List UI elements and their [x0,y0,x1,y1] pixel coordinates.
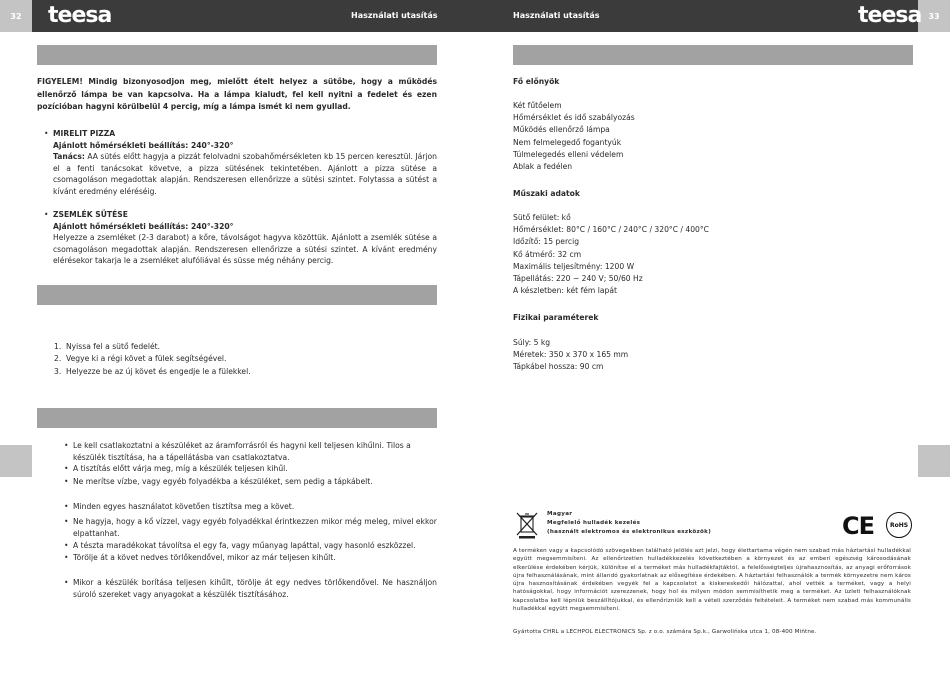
bullet-icon: • [44,210,49,219]
pizza-title: MIRELIT PIZZA [53,129,116,138]
list-item: • Törölje át a követ nedves törlőkendővel, mikor az már teljesen kihűlt. [64,553,336,562]
list-item: Túlmelegedés elleni védelem [513,149,624,159]
tech-title: Műszaki adatok [513,189,580,198]
list-item: Ablak a fedélen [513,162,573,172]
bullet-icon: • [44,129,49,138]
list-item: Tápellátás: 220 ~ 240 V; 50/60 Hz [513,274,643,284]
bullet-icon: • [64,517,69,526]
disposal-text: A terméken vagy a kapcsolódó szövegekben található jelölés azt jelzi, hogy élettartama végén nem szabad más háztartási hulladékkal együtt megsemmisíteni. Az ellenőrizetlen hulladékkezelés következtében a környezet és az emberi egészség károsodásának elkerülése érdekében kérjük, különítse el a terméket más hulladékfajtáktól, a felelősségteljes újrahasznosítás, az anyagi erőforrások újra felhasználásának, mint állandó gyakorlatnak az elősegítése érdekében. A háztartási felhasználók a termék környezetre nem káros újra hasznosításának érdekében vegyék fel a kapcsolatot a kiskereskedői hálózattal, ahol vették a terméket, vagy a helyi hatóságokkal, hogy információt szerezzenek, hogy hol és milyen módon semmisíthetik meg a terméket. Az üzleti felhasználóknak kapcsolatba kell lépniük beszállítójukkal, és ellenőrizniük kell a vételi szerződés feltételeit. A terméket nem szabad más kommunális hulladékkal együtt megsemmisíteni. [513,548,911,613]
left-header-title: Használati utasítás [351,11,438,20]
warning-text: FIGYELEM! Mindig bizonyosodjon meg, mielőtt ételt helyez a sütőbe, hogy a működés ellenőrző lámpa be van kapcsolva. Ha a lámpa kialudt, fel kell nyitni a fedelet és ezen pozícióban hagyni körülbelül 4 percig, míg a lámpa ismét ki nem gyullad. [37,77,437,112]
rolls-text: Helyezze a zsemléket (2-3 darabot) a kőre, távolságot hagyva közöttük. Ajánlott a zsemlék sütése a csomagoláson megadottak alapján. Rendszeresen ellenőrizze a sütési szintet. A kívánt eredmény elérésekor takarja le a zsemléket alufóliával és süsse még néhány percig. [53,233,437,265]
list-item: 3. Helyezze be az új követ és engedje le a fülekkel. [54,367,251,376]
ce-mark-icon: CE [842,512,875,540]
tech-list [513,212,709,297]
list-item: • Le kell csatlakoztatni a készüléket az áramforrásról és hagyni kell teljesen kihűlni. Tilos a készülék tisztítása, ha a tápellátásba van csatlakoztatva. [64,441,411,462]
list-item: Méretek: 350 x 370 x 165 mm [513,350,629,360]
list-item: Hőmérséklet és idő szabályozás [513,113,635,123]
list-item: Két fűtőelem [513,101,562,110]
advantages-title: Fő előnyök [513,77,560,86]
list-item: Időzítő: 15 percig [513,237,580,247]
list-item: Működés ellenőrző lámpa [513,125,610,135]
section-bar-usage [37,45,437,65]
pizza-temp: Ajánlott hőmérsékleti beállítás: 240°-320° [53,140,234,150]
bullet-icon: • [64,541,69,550]
brand-logo-right: teesa [858,3,922,28]
rohs-mark-icon [886,512,912,538]
pizza-tip [53,151,437,197]
section-bar-cleaning [37,408,437,428]
list-item: A készletben: két fém lapát [513,286,617,296]
list-item: Tápkábel hossza: 90 cm [513,362,604,372]
rohs-label: RoHS [889,521,909,529]
section-bar-stone [37,285,437,305]
rolls-section [44,209,437,267]
bullet-icon: • [64,477,69,486]
disposal-title: Megfelelő hulladék kezelés [547,520,641,526]
bullet-icon: • [64,464,69,473]
list-item: Kő átmérő: 32 cm [513,249,582,259]
list-item: • Mikor a készülék borítása teljesen kihűlt, törölje át egy nedves törlőkendővel. Ne használjon súroló szereket vagy anyagokat a készülék tisztításához. [64,578,437,599]
list-item: Súly: 5 kg [513,338,551,347]
advantages-list [513,100,635,173]
manufacturer-text: Gyártotta CHRL a LECHPOL ELECTRONICS Sp. z o.o. számára Sp.k., Garwolińska utca 1, 08-400 Mińtne. [513,629,817,635]
rolls-title: ZSEMLÉK SÜTÉSE [53,210,128,219]
right-side-tab [918,445,950,477]
bullet-icon: • [64,502,69,511]
left-page-number: 32 [0,0,32,32]
list-item: 1. Nyissa fel a sütő fedelét. [54,342,161,351]
phys-title: Fizikai paraméterek [513,313,599,322]
list-item: • Ne hagyja, hogy a kő vízzel, vagy egyéb folyadékkal érintkezzen mikor még meleg, mivel ekkor elpattanhat. [64,517,437,538]
bullet-icon: • [64,441,69,450]
right-page-number: 33 [918,0,950,32]
pizza-tip-label: Tanács: [53,152,85,161]
crossed-bin-icon [514,511,540,539]
list-item: Maximális teljesítmény: 1200 W [513,261,635,271]
list-item: • Ne merítse vízbe, vagy egyéb folyadékba a készüléket, sem pedig a tápkábelt. [64,477,373,486]
page-header [0,0,950,32]
list-item: Hőmérséklet: 80°C / 160°C / 240°C / 320°C / 400°C [513,225,709,235]
disposal-subtitle: (használt elektromos és elektronikus eszközök) [547,529,712,535]
list-item: 2. Vegye ki a régi követ a fülek segítségével. [54,354,227,363]
list-item: • A tisztítás előtt várja meg, míg a készülék teljesen kihűl. [64,464,288,473]
disposal-lang: Magyar [547,511,573,517]
bullet-icon: • [64,578,69,587]
right-header-title: Használati utasítás [513,11,600,20]
list-item: • A tészta maradékokat távolítsa el egy fa, vagy műanyag lapáttal, vagy hasonló eszközzel. [64,541,416,550]
pizza-section [44,128,437,197]
list-item: • Minden egyes használatot követően tisztítsa meg a követ. [64,502,295,511]
list-item: Sütő felület: kő [513,213,571,222]
bullet-icon: • [64,553,69,562]
left-side-tab [0,445,32,477]
section-bar-specs [513,45,913,65]
list-item: Nem felmelegedő fogantyúk [513,137,622,147]
rolls-temp: Ajánlott hőmérsékleti beállítás: 240°-320° [53,221,234,231]
pizza-tip-text: AA sütés előtt hagyja a pizzát felolvadni szobahőmérsékleten kb 15 percen keresztül. Járjon el a fenti tanácsokat követve, a pizza sütésének tekintetében. Ajánlott a pizza sütése a csomagoláson megadottak alapján. Rendszeresen ellenőrizze a sütési szintet. Folytassa a sütést a kívánt eredmény eléréséig. [53,152,437,196]
brand-logo-left: teesa [48,3,112,28]
phys-list [513,337,628,374]
